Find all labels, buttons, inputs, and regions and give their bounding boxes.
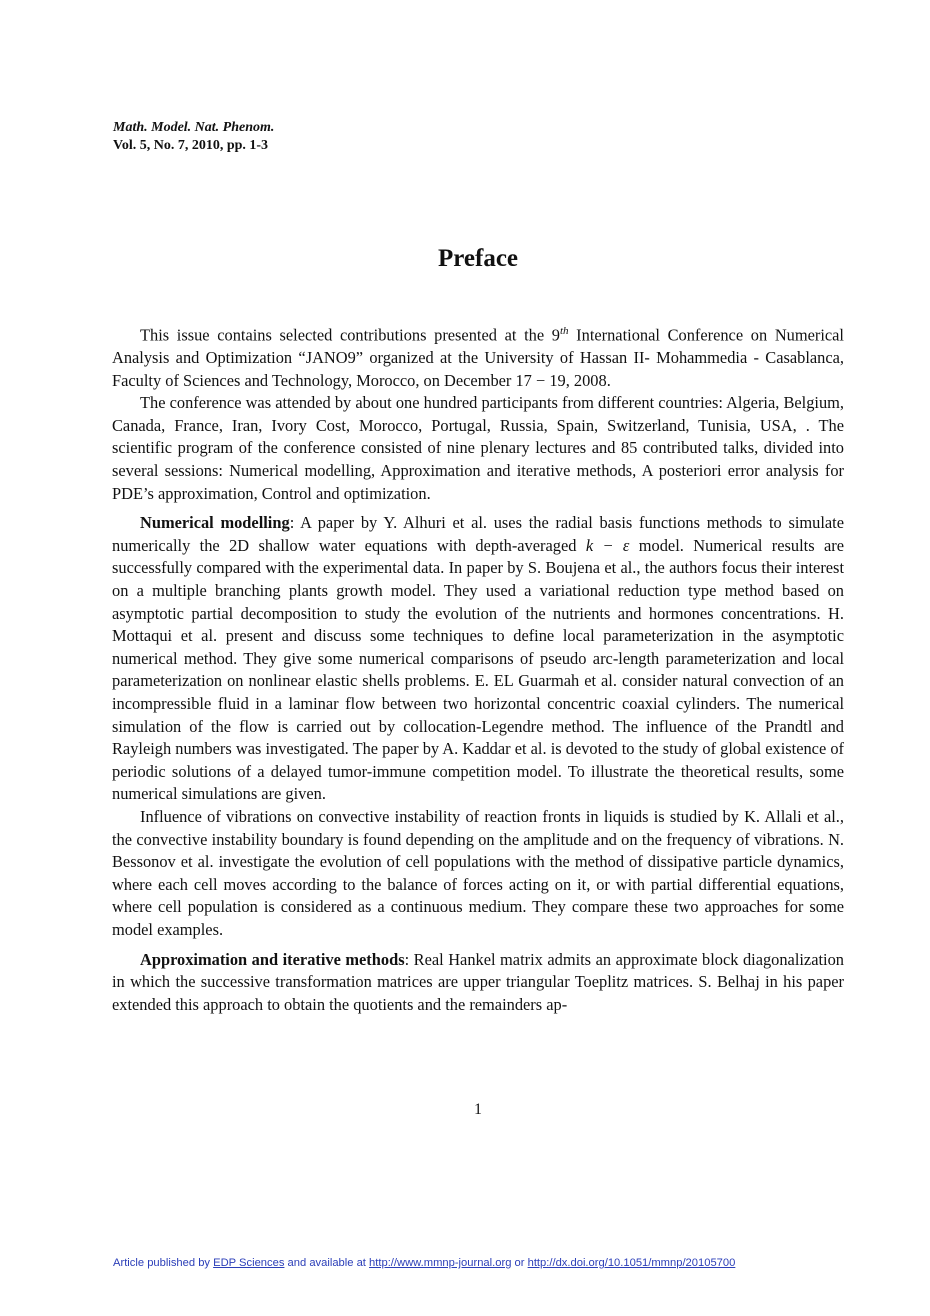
footer-or: or — [511, 1257, 528, 1269]
section-heading-numerical-modelling: Numerical modelling — [140, 513, 290, 533]
modelling-text-b: model. Numerical results are successfully compared with the experimental data. In paper by S. Boujena et al., the authors focus their interest on a multiple branching plants growth model. They used a variational reduction type method based on asymptotic partial decomposition to study the evolution of the nutrients and hormones concentrations. H. Mottaqui et al. present and discuss some techniques to define local parameterization in the asymptotic numerical method. They give some numerical comparisons of pseudo arc-length parameterization and local parameterization on nonlinear elastic shells problems. E. EL Guarmah et al. consider natural convection of an incompressible fluid in a laminar flow between two horizontal concentric coaxial cylinders. The numerical simulation of the flow is carried out by collocation-Legendre method. The influence of the Prandtl and Rayleigh numbers was investigated. The paper by A. Kaddar et al. is devoted to the study of global existence of periodic solutions of a delayed tumor-immune competition model. To illustrate the theoretical results, some numerical simulations are given. — [112, 535, 844, 804]
doi-link[interactable]: http://dx.doi.org/10.1051/mmnp/20105700 — [527, 1257, 736, 1269]
journal-url-link[interactable]: http://www.mmnp-journal.org — [369, 1257, 512, 1269]
paragraph-numerical-modelling — [112, 512, 844, 806]
approximation-text: : Real Hankel matrix admits an approximate block diagonalization in which the successive transformation matrices are upper triangular Toeplitz matrices. S. Belhaj in his paper extended this approach to obtain the quotients and the remainders ap- — [112, 949, 844, 1014]
publisher-link[interactable]: EDP Sciences — [213, 1257, 285, 1269]
paragraph-approximation — [112, 949, 844, 1017]
section-heading-approximation: Approximation and iterative methods — [140, 949, 405, 969]
attendance-text-b: contributed talks, divided into several sessions: Numerical modelling, Approximation and iterative methods, A posteriori error analysis for PDE’s approximation, Control and optimization. — [112, 438, 844, 503]
page-number: 1 — [474, 1101, 482, 1118]
intro-text-b: International Conference on Numerical Analysis and Optimization “JANO9” organized at the University of Hassan II- Mohammedia - Casablanca, Faculty of Sciences and Technology, Morocco, on December — [112, 325, 844, 390]
ordinal-superscript: th — [559, 325, 569, 337]
paragraph-attendance — [112, 392, 844, 505]
conference-ordinal: 9 — [551, 325, 560, 345]
modelling-text-a: : A paper by Y. Alhuri et al. uses the radial basis functions methods to simulate numerically the 2D shallow water equations with depth-averaged — [112, 513, 844, 555]
publication-footer — [113, 1257, 735, 1269]
talk-count: 85 — [620, 438, 638, 458]
footer-prefix: Article published by — [113, 1257, 214, 1269]
intro-text-a: This issue contains selected contributions presented at the — [140, 325, 552, 345]
page-title: Preface — [437, 245, 519, 272]
paragraph-intro — [112, 320, 844, 392]
volume-info: Vol. 5, No. 7, 2010, pp. 1-3 — [113, 138, 269, 153]
journal-name: Math. Model. Nat. Phenom. — [113, 120, 275, 135]
body-text — [112, 320, 844, 1016]
model-formula: k − ε — [585, 535, 630, 555]
attendance-text-a: The conference was attended by about one hundred participants from different countries: Algeria, Belgium, Canada, France, Iran, Ivory Cost, Morocco, Portugal, Russia, Spain, Switzerland, Tunisia, USA, . The scientific program of the conference consisted of nine plenary lectures and — [112, 393, 844, 458]
intro-text-c: , 2008. — [565, 370, 611, 390]
footer-middle: and available at — [284, 1257, 370, 1269]
conference-dates: 17 − 19 — [515, 370, 566, 390]
paragraph-vibrations: Influence of vibrations on convective instability of reaction fronts in liquids is studied by K. Allali et al., the convective instability boundary is found depending on the amplitude and on the frequency of vibrations. N. Bessonov et al. investigate the evolution of cell populations with the method of dissipative particle dynamics, where each cell moves according to the balance of forces acting on it, or with partial differential equations, where cell population is considered as a continuous medium. They compare these two approaches for some model examples. — [112, 806, 844, 939]
journal-header — [113, 119, 274, 155]
